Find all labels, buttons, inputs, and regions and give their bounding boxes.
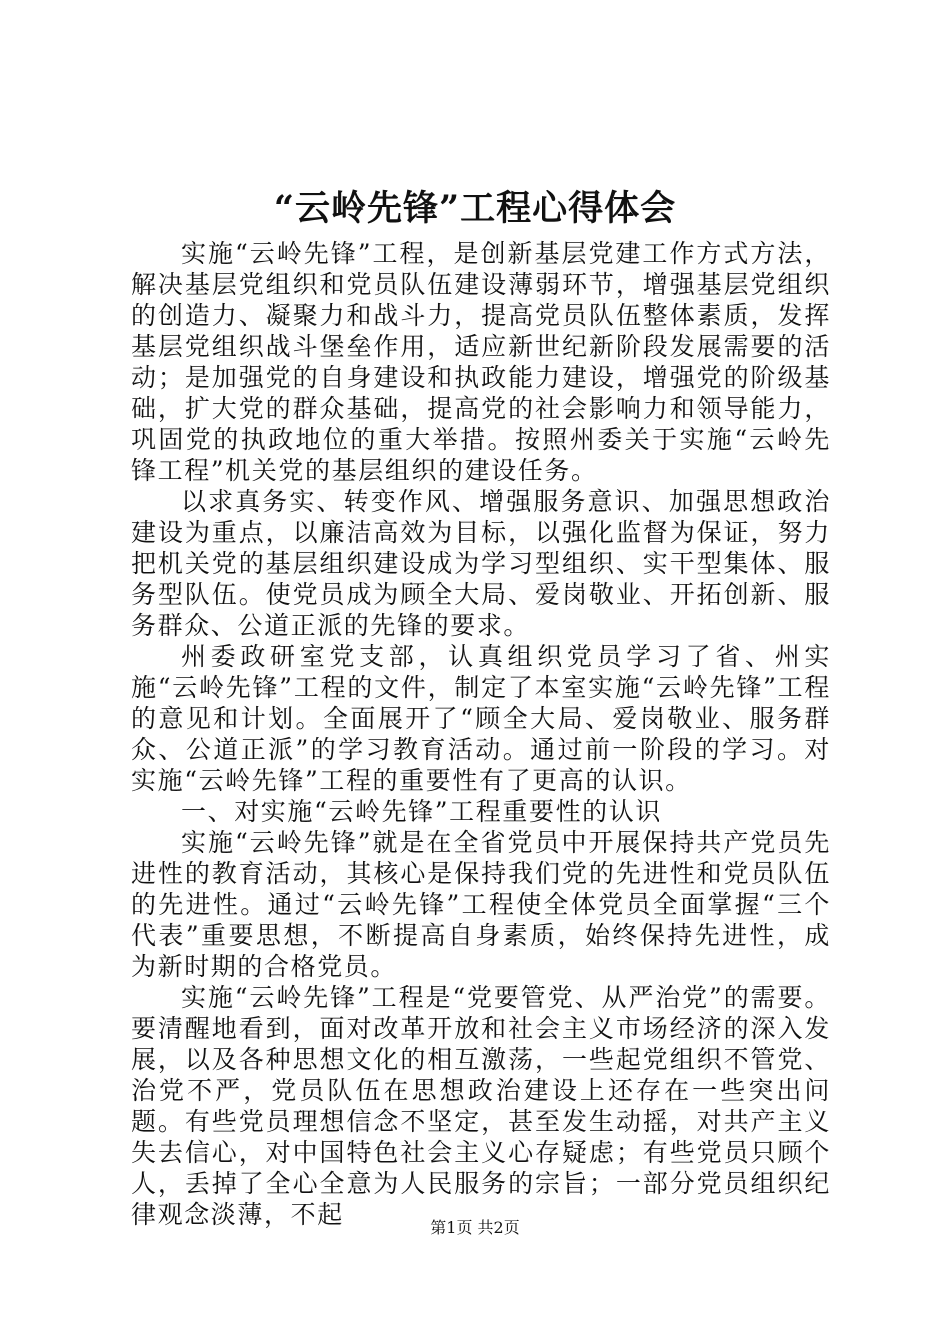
document-title: “云岭先锋”工程心得体会 <box>273 188 677 229</box>
page-number-footer: 第1页 共2页 <box>430 1218 520 1237</box>
section-heading: 一、对实施“云岭先锋”工程重要性的认识 <box>181 797 662 826</box>
paragraph: 实施“云岭先锋”就是在全省党员中开展保持共产党员先进性的教育活动，其核心是保持我们党的先进性和党员队伍的先进性。通过“云岭先锋”工程使全体党员全面掌握“三个代表”重要思想，不断提高自身素质，始终保持先进性，成为新时期的合格党员。 <box>131 828 831 981</box>
document-body <box>131 238 831 1230</box>
paragraph: 实施“云岭先锋”工程，是创新基层党建工作方式方法，解决基层党组织和党员队伍建设薄弱环节，增强基层党组织的创造力、凝聚力和战斗力，提高党员队伍整体素质，发挥基层党组织战斗堡垒作用，适应新世纪新阶段发展需要的活动；是加强党的自身建设和执政能力建设，增强党的阶级基础，扩大党的群众基础，提高党的社会影响力和领导能力，巩固党的执政地位的重大举措。按照州委关于实施“云岭先锋工程”机关党的基层组织的建设任务。 <box>131 239 831 485</box>
paragraph: 州委政研室党支部，认真组织党员学习了省、州实施“云岭先锋”工程的文件，制定了本室实施“云岭先锋”工程的意见和计划。全面展开了“顾全大局、爱岗敬业、服务群众、公道正派”的学习教育活动。通过前一阶段的学习。对实施“云岭先锋”工程的重要性有了更高的认识。 <box>131 642 831 795</box>
paragraph: 实施“云岭先锋”工程是“党要管党、从严治党”的需要。要清醒地看到，面对改革开放和社会主义市场经济的深入发展，以及各种思想文化的相互激荡，一些起党组织不管党、治党不严，党员队伍在思想政治建设上还存在一些突出问题。有些党员理想信念不坚定，甚至发生动摇，对共产主义失去信心，对中国特色社会主义心存疑虑；有些党员只顾个人，丢掉了全心全意为人民服务的宗旨；一部分党员组织纪律观念淡薄，不起 <box>131 983 831 1229</box>
paragraph: 以求真务实、转变作风、增强服务意识、加强思想政治建设为重点，以廉洁高效为目标，以强化监督为保证，努力把机关党的基层组织建设成为学习型组织、实干型集体、服务型队伍。使党员成为顾全大局、爱岗敬业、开拓创新、服务群众、公道正派的先锋的要求。 <box>131 487 831 640</box>
